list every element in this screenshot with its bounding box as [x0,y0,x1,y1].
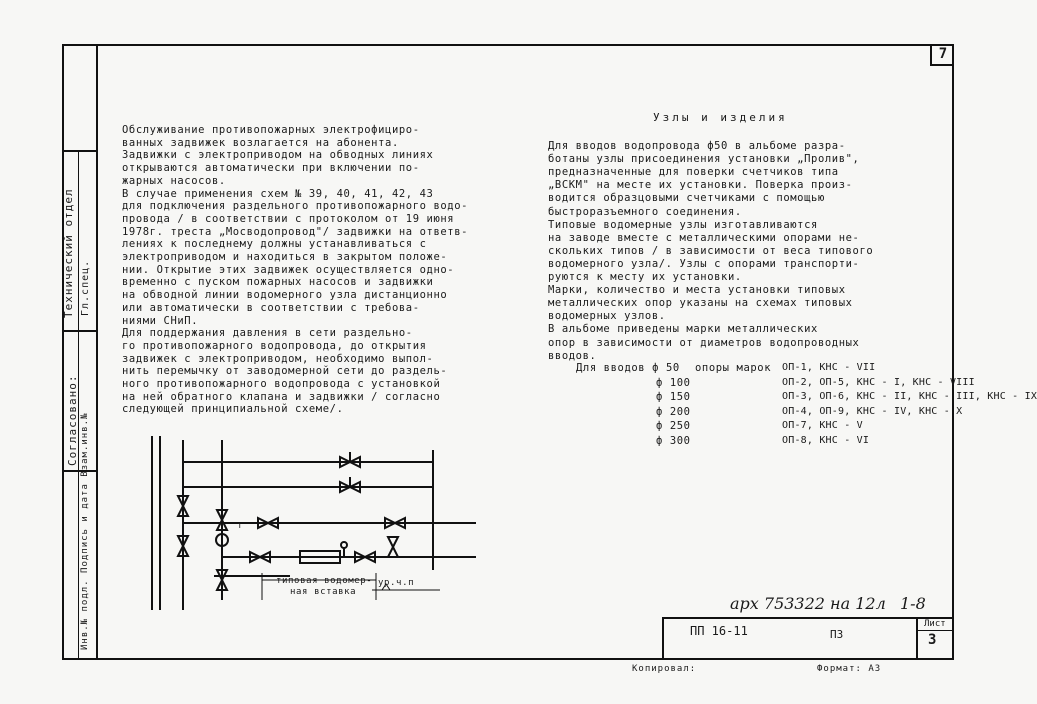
text-line: временно с пуском пожарных насосов и задвижки [122,276,434,289]
doc-code: ПП 16-11 [690,624,748,638]
support-marks: ОП-7, КНС - V [782,420,863,431]
text-line: ванных задвижек возлагается на абонента. [122,136,399,149]
support-diameter: ф 250 [656,420,691,432]
text-line: опор в зависимости от диаметров водопроводных [548,336,860,349]
support-diameter: Для вводов ф 50 [576,362,680,374]
stamp-agreed: Согласовано: [66,374,79,466]
text-line: быстроразъемного соединения. [548,205,742,218]
archive-note: арх 753322 на 12л [730,594,886,613]
insert-label-1: типовая водомер- [276,576,373,586]
support-diameter: ф 100 [656,376,691,389]
text-line: ботаны узлы присоединения установки „Пролив", [548,153,860,166]
text-line: ного противопожарного водопровода с установкой [122,378,441,390]
title-block-line [662,617,664,660]
text-line: скольких типов / в зависимости от веса типового [548,244,874,257]
support-diameter: ф 300 [656,434,691,447]
section-title: Узлы и изделия [653,111,788,124]
text-line: лениях к последнему должны устанавливаться с [122,238,427,251]
stamp-inv: Инв.№ подл. Подпись и дата Взам.инв.№ [80,412,90,650]
support-diameter: ф 200 [656,405,691,418]
format-label: Формат: А3 [817,664,882,674]
text-line: на обводной линии водомерного узла дистанционно [122,289,448,302]
text-line: Обслуживание противопожарных электрофицирo- [122,124,420,136]
text-line: 1978г. треста „Мосводопровод"/ задвижки на ответв- [122,225,469,238]
support-label: опоры марок [695,362,772,374]
text-line: Для поддержания давления в сети раздельно- [122,327,413,340]
text-line: Для вводов водопровода ф50 в альбоме разра- [548,140,846,152]
support-marks: ОП-1, КНС - VII [782,362,876,373]
title-block-line [662,617,954,619]
text-line: для подключения раздельного противопожарного водо- [122,200,469,213]
text-line: Типовые водомерные узлы изготавливаются [548,218,818,231]
text-line: Задвижки с электроприводом на обводных линиях [122,149,434,162]
sheet-number: 3 [928,632,937,648]
text-line: „ВСКМ" на месте их установки. Поверка произ- [548,179,853,192]
text-line: Марки, количество и места установки типовых [548,284,846,297]
text-line: водомерных узлов. [548,310,666,323]
text-line: водомерного узла/. Узлы с опорами транспорти- [548,257,860,270]
stamp-chief: Гл.спец. [80,259,91,316]
support-diameter: ф 150 [656,391,691,403]
text-line: задвижек с электроприводом, необходимо выпол- [122,352,434,365]
text-line: го противопожарного водопровода, до открытия [122,339,427,352]
text-line: нить перемычку от заводомерной сети до раздель- [122,365,448,378]
sheet-range: 1-8 [900,594,926,613]
sheet-number-top: 7 [930,44,954,66]
text-line: предназначенные для поверки счетчиков типа [548,166,839,179]
support-marks: ОП-2, ОП-5, КНС - I, КНС - VIII [782,376,975,388]
text-line: руются к месту их установки. [548,271,742,283]
text-line: или автоматически в соответствии с требова- [122,301,420,314]
text-line: водится образцовыми счетчиками с помощью [548,192,825,205]
text-line: жарных насосов. [122,174,226,187]
text-line: В альбоме приведены марки металлических [548,323,818,336]
text-line: на заводе вместе с металлическими опорами не- [548,231,860,244]
insert-label-2: ная вставка [290,587,357,597]
sheet-label: Лист [924,619,946,629]
stamp-dept: Технический отдел [62,188,75,318]
level-label: ур.ч.п [378,578,415,588]
text-line: электроприводом и находиться в закрытом положе- [122,251,448,263]
valve-mark: т [237,521,244,531]
support-marks: ОП-8, КНС - VI [782,434,870,446]
title-block-line [916,617,918,660]
text-line: В случае применения схем № 39, 40, 41, 42, 43 [122,187,434,200]
text-line: ниями СНиП. [122,314,199,327]
text-line: провода / в соответствии с протоколом от 19 июня [122,212,455,225]
text-line: следующей принципиальной схеме/. [122,403,344,416]
copied-label: Копировал: [632,664,697,674]
doc-section: ПЗ [830,628,844,641]
text-line: вводов. [548,349,597,362]
text-line: металлических опор указаны на схемах типовых [548,297,853,310]
title-block-line [918,630,954,631]
text-line: нии. Открытие этих задвижек осуществляется одно- [122,263,455,276]
text-line: открываются автоматически при включении по- [122,162,420,175]
text-line: на ней обратного клапана и задвижки / согласно [122,390,441,403]
support-marks: ОП-4, ОП-9, КНС - IV, КНС - X [782,405,963,417]
support-marks: ОП-3, ОП-6, КНС - II, КНС - III, КНС - IX [782,391,1037,402]
